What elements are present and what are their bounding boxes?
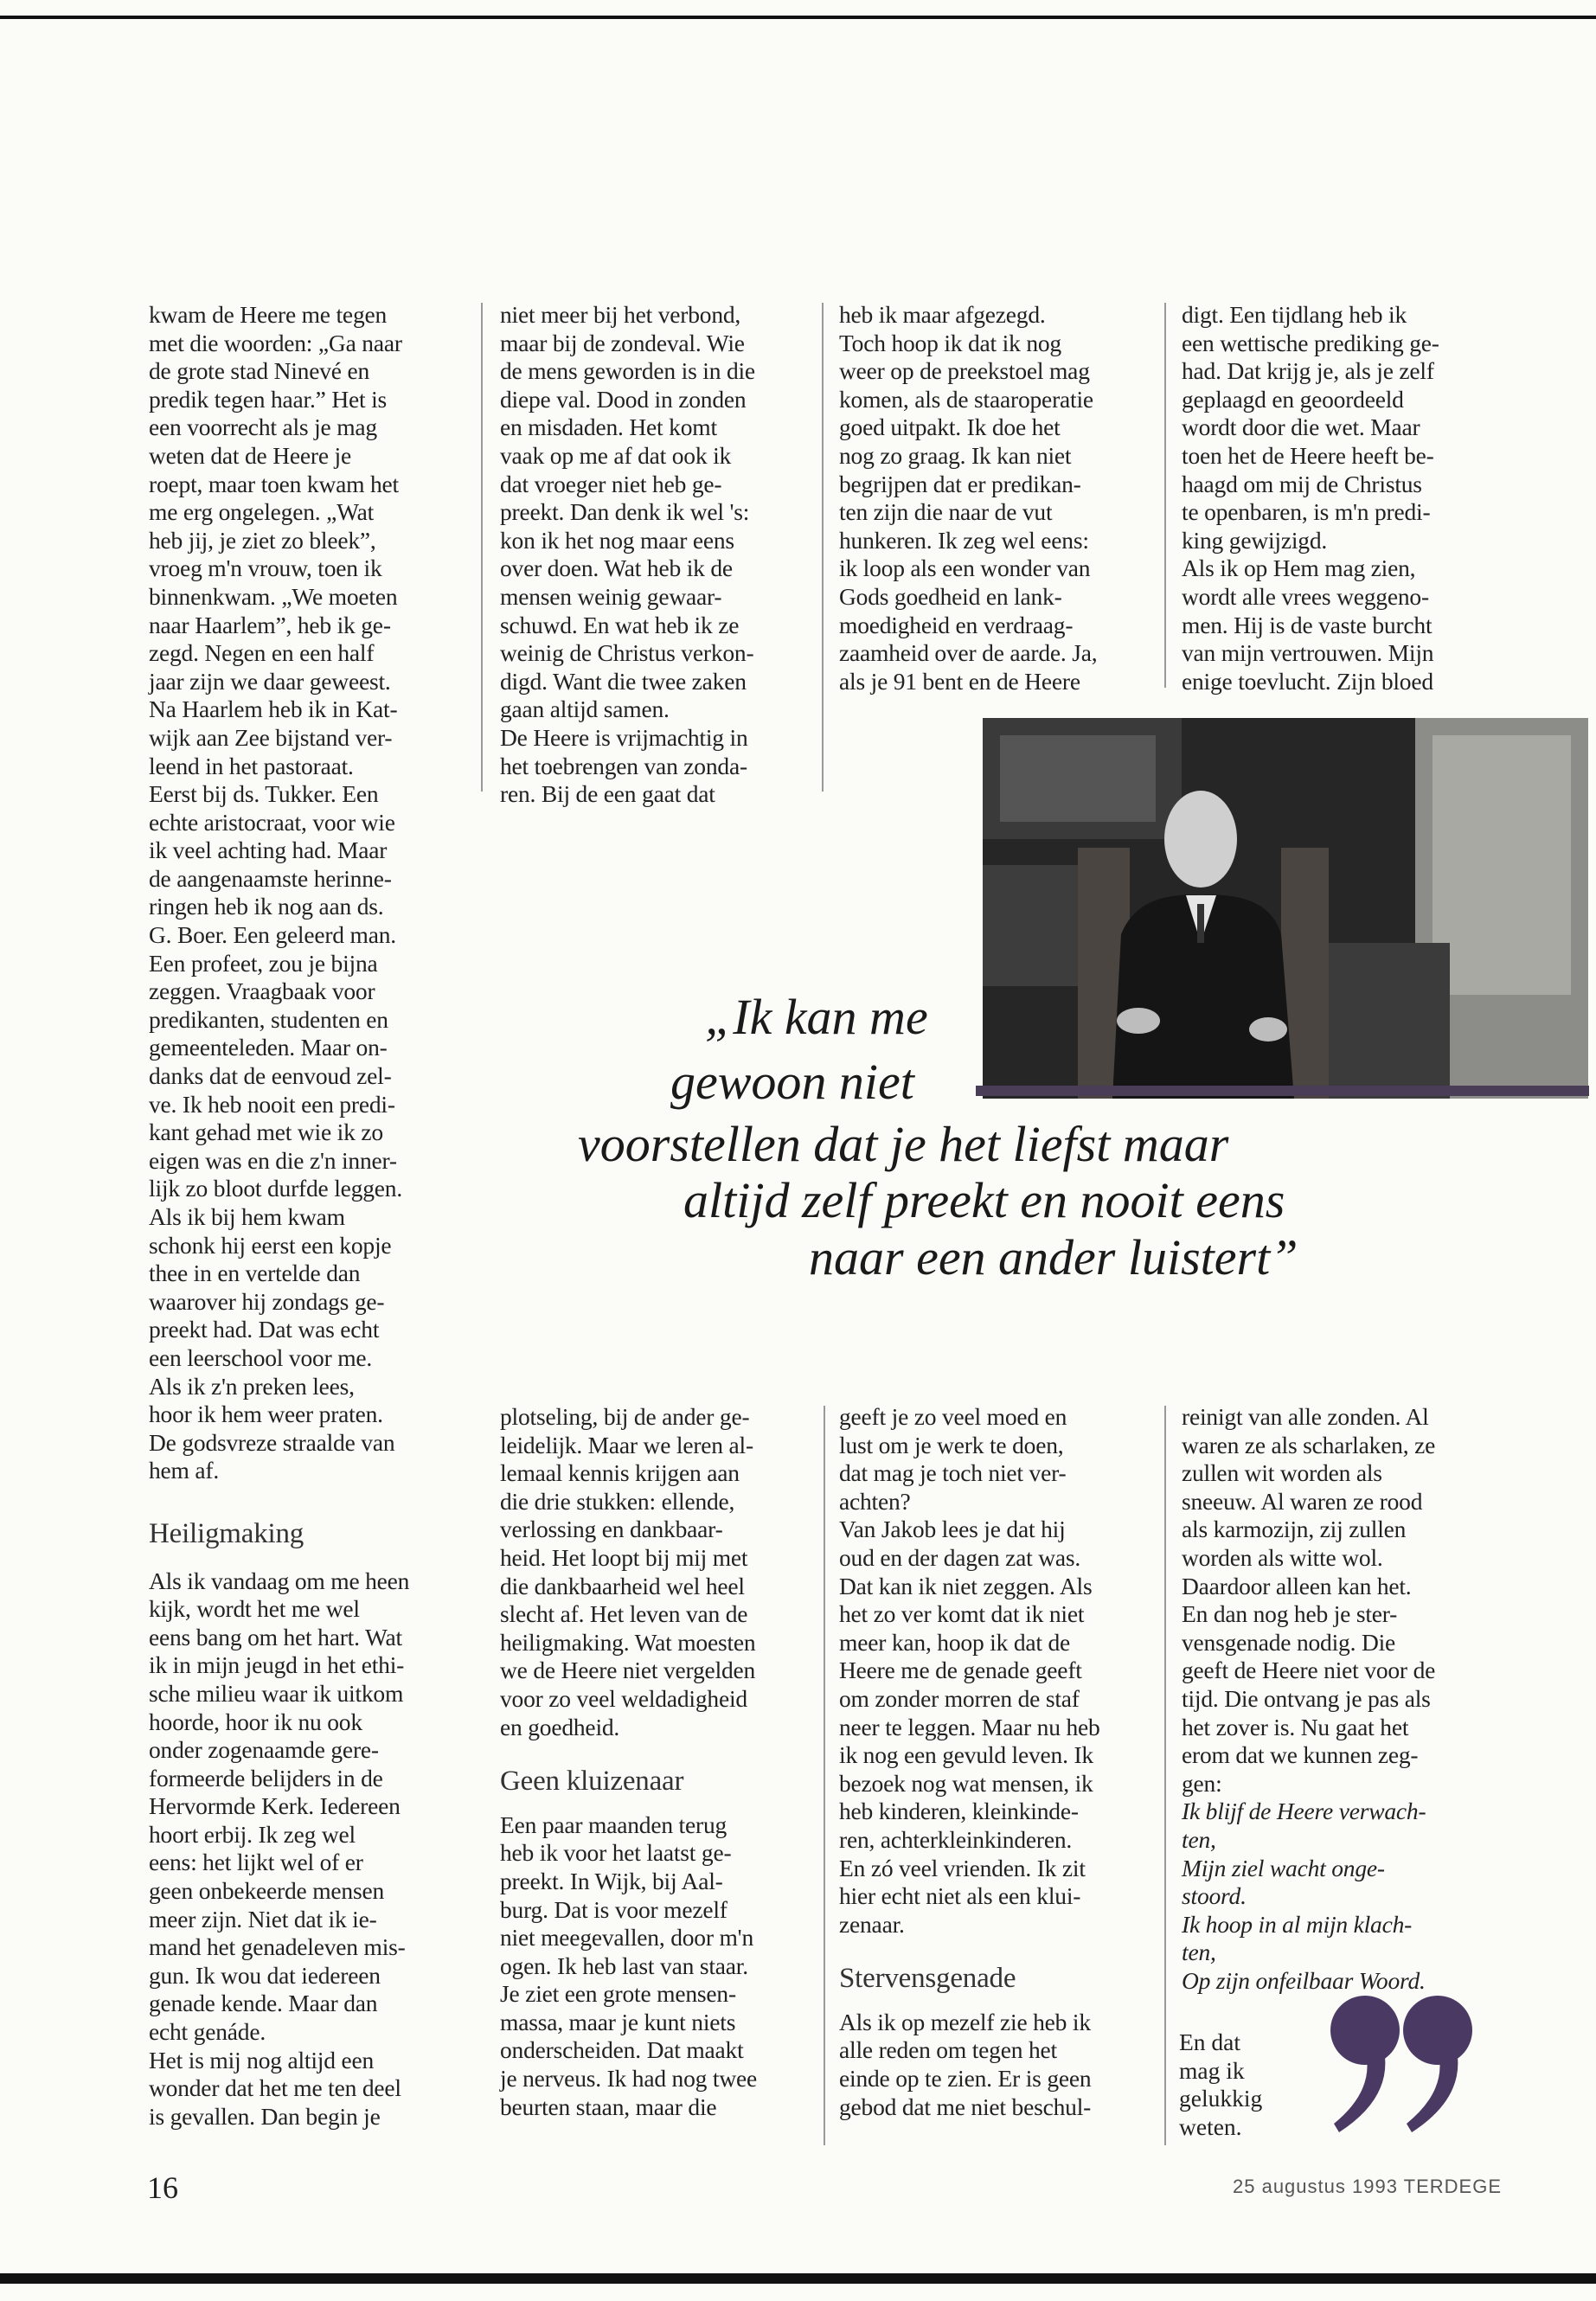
heading-heiligmaking: Heiligmaking — [149, 1517, 304, 1549]
col2-top-paragraph: niet meer bij het verbond, maar bij de zondeval. Wie de mens geworden is in die diepe val. Dood in zonden en misdaden. Het komt vaak op me af dat ook ik dat vroeger niet heb ge- preekt. Dan denk ik wel 's: kon ik het nog maar eens over doen. Wat heb ik de mensen weinig gewaar- schuwd. En wat heb ik ze weinig de Christus verkon- digd. Want die twee zaken gaan altijd samen. De Heere is vrijmachtig in het toebrengen van zonda- ren. Bij de een gaat dat — [500, 301, 755, 808]
pullquote-line-2: gewoon niet — [670, 1054, 914, 1110]
col2-bottom-paragraph-1: plotseling, bij de ander ge- leidelijk. Maar we leren al- lemaal kennis krijgen aan die drie stukken: ellende, verlossing en dankbaar- heid. Het loopt bij mij met die dankbaarheid wel heel slecht af. Het leven van de heiligmaking. Wat moesten we de Heere niet vergelden voor zo veel weldadigheid en goedheid. — [500, 1403, 756, 1740]
portrait-photo — [983, 718, 1588, 1099]
column-2-bottom — [500, 1403, 829, 2121]
column-3-bottom — [839, 1403, 1159, 2121]
heading-geen-kluizenaar: Geen kluizenaar — [500, 1766, 684, 1798]
closing-quote-mark-icon — [1324, 1985, 1479, 2141]
bottom-rule — [0, 2273, 1596, 2284]
col1-paragraph-2: Als ik vandaag om me heen kijk, wordt het me wel eens bang om het hart. Wat ik in mijn jeugd in het ethi- sche milieu waar ik uitkom hoorde, hoor ik nu ook onder zogenaamde gere- formeerde belijders in de Hervormde Kerk. Iedereen hoort erbij. Ik zeg wel eens: het lijkt wel of er geen onbekeerde mensen meer zijn. Niet dat ik ie- mand het genadeleven mis- gun. Ik wou dat iedereen genade kende. Maar dan echt genáde. Het is mij nog altijd een wonder dat het me ten deel is gevallen. Dan begin je — [149, 1567, 410, 2130]
pullquote-line-3: voorstellen dat je het liefst maar — [578, 1116, 1229, 1172]
col2-bottom-paragraph-2: Een paar maanden terug heb ik voor het laatst ge- preekt. In Wijk, bij Aal- burg. Dat is voor mezelf niet meegevallen, door m'n ogen. Ik heb last van staar. Je ziet een grote mensen- massa, maar je kunt niets onderscheiden. Dat maakt je nerveus. Ik had nog twee beurten staan, maar die — [500, 1811, 757, 2120]
closing-text: En dat mag ik gelukkig weten. — [1179, 2029, 1263, 2140]
col3-top-paragraph: heb ik maar afgezegd. Toch hoop ik dat ik nog weer op de preekstoel mag komen, als de staaroperatie goed uitpakt. Ik doe het nog zo graag. Ik kan niet begrijpen dat er predikan- ten zijn die naar de vut hunkeren. Ik zeg wel eens: ik loop als een wonder van Gods goedheid en lank- moedigheid en verdraag- zaamheid over de aarde. Ja, als je 91 bent en de Heere — [839, 301, 1098, 695]
column-divider-1 — [481, 303, 483, 792]
pullquote-line-1: „Ik kan me — [705, 989, 928, 1045]
photo-accent-band — [976, 1086, 1589, 1096]
issue-footer: 25 augustus 1993 TERDEGE — [1233, 2176, 1502, 2197]
column-divider-2 — [822, 303, 824, 792]
col4-top-paragraph: digt. Een tijdlang heb ik een wettische prediking ge- had. Dat krijg je, als je zelf geplaagd en geoordeeld wordt door die wet. Maar toen het de Heere heeft be- haagd om mij de Christus te openbaren, is m'n predi- king gewijzigd. Als ik op Hem mag zien, wordt alle vrees weggeno- men. Hij is de vaste burcht van mijn vertrouwen. Mijn enige toevlucht. Zijn bloed — [1182, 301, 1439, 695]
column-3-top — [839, 301, 1159, 695]
column-divider-5 — [1164, 1406, 1166, 2145]
column-1 — [149, 301, 469, 2131]
col1-paragraph-1: kwam de Heere me tegen met die woorden: „Ga naar de grote stad Ninevé en predik tegen haar.” Het is een voorrecht als je mag weten dat de Heere je roept, maar toen kwam het me erg ongelegen. „Wat heb jij, je ziet zo bleek”, vroeg m'n vrouw, toen ik binnenkwam. „We moeten naar Haarlem”, heb ik ge- zegd. Negen en een half jaar zijn we daar geweest. Na Haarlem heb ik in Kat- wijk aan Zee bijstand ver- leend in het pastoraat. Eerst bij ds. Tukker. Een echte aristocraat, voor wie ik veel achting had. Maar de aangenaamste herinne- ringen heb ik nog aan ds. G. Boer. Een geleerd man. Een profeet, zou je bijna zeggen. Vraagbaak voor predikanten, studenten en gemeenteleden. Maar on- danks dat de eenvoud zel- ve. Ik heb nooit een predi- kant gehad met wie ik zo eigen was en die z'n inner- lijk zo bloot durfde leggen. Als ik bij hem kwam schonk hij eerst een kopje thee in en vertelde dan waarover hij zondags ge- preekt had. Dat was echt een leerschool voor me. Als ik z'n preken lees, hoor ik hem weer praten. De godsvreze straalde van hem af. — [149, 301, 403, 1484]
col3-bottom-paragraph-2: Als ik op mezelf zie heb ik alle reden om tegen het einde op te zien. Er is geen gebod dat me niet beschul- — [839, 2008, 1092, 2120]
page-number: 16 — [147, 2170, 178, 2205]
top-rule — [0, 16, 1596, 19]
column-4-top — [1182, 301, 1510, 695]
portrait-illustration — [983, 718, 1588, 1099]
pullquote-line-5: naar een ander luistert” — [809, 1229, 1298, 1285]
col4-bottom-paragraph: reinigt van alle zonden. Al waren ze als scharlaken, ze zullen wit worden als sneeuw. Al waren ze rood als karmozijn, zij zullen worden als witte wol. Daardoor alleen kan het. En dan nog heb je ster- vensgenade nodig. Die geeft de Heere niet voor de tijd. Die ontvang je pas als het zover is. Nu gaat het erom dat we kunnen zeg- gen: — [1182, 1403, 1436, 1797]
column-2-top — [500, 301, 829, 809]
column-divider-4 — [824, 1406, 825, 2145]
heading-stervensgenade: Stervensgenade — [839, 1963, 1016, 1995]
col3-bottom-paragraph-1: geeft je zo veel moed en lust om je werk te doen, dat mag je toch niet ver- achten? Van Jakob lees je dat hij oud en der dagen zat was. Dat kan ik niet zeggen. Als het zo ver komt dat ik niet meer kan, hoop ik dat de Heere me de genade geeft om zonder morren de staf neer te leggen. Maar nu heb ik nog een gevuld leven. Ik bezoek nog wat mensen, ik heb kinderen, kleinkinde- ren, achterkleinkinderen. En zó veel vrienden. Ik zit hier echt niet als een klui- zenaar. — [839, 1403, 1100, 1938]
pullquote-line-4: altijd zelf preekt en nooit eens — [683, 1172, 1285, 1228]
column-divider-3 — [1164, 303, 1166, 688]
column-4-bottom — [1182, 1403, 1510, 1995]
psalm-verse: Ik blijf de Heere verwach- ten, Mijn ziel wacht onge- stoord. Ik hoop in al mijn klach- ten, Op zijn onfeilbaar Woord. — [1182, 1798, 1426, 1994]
